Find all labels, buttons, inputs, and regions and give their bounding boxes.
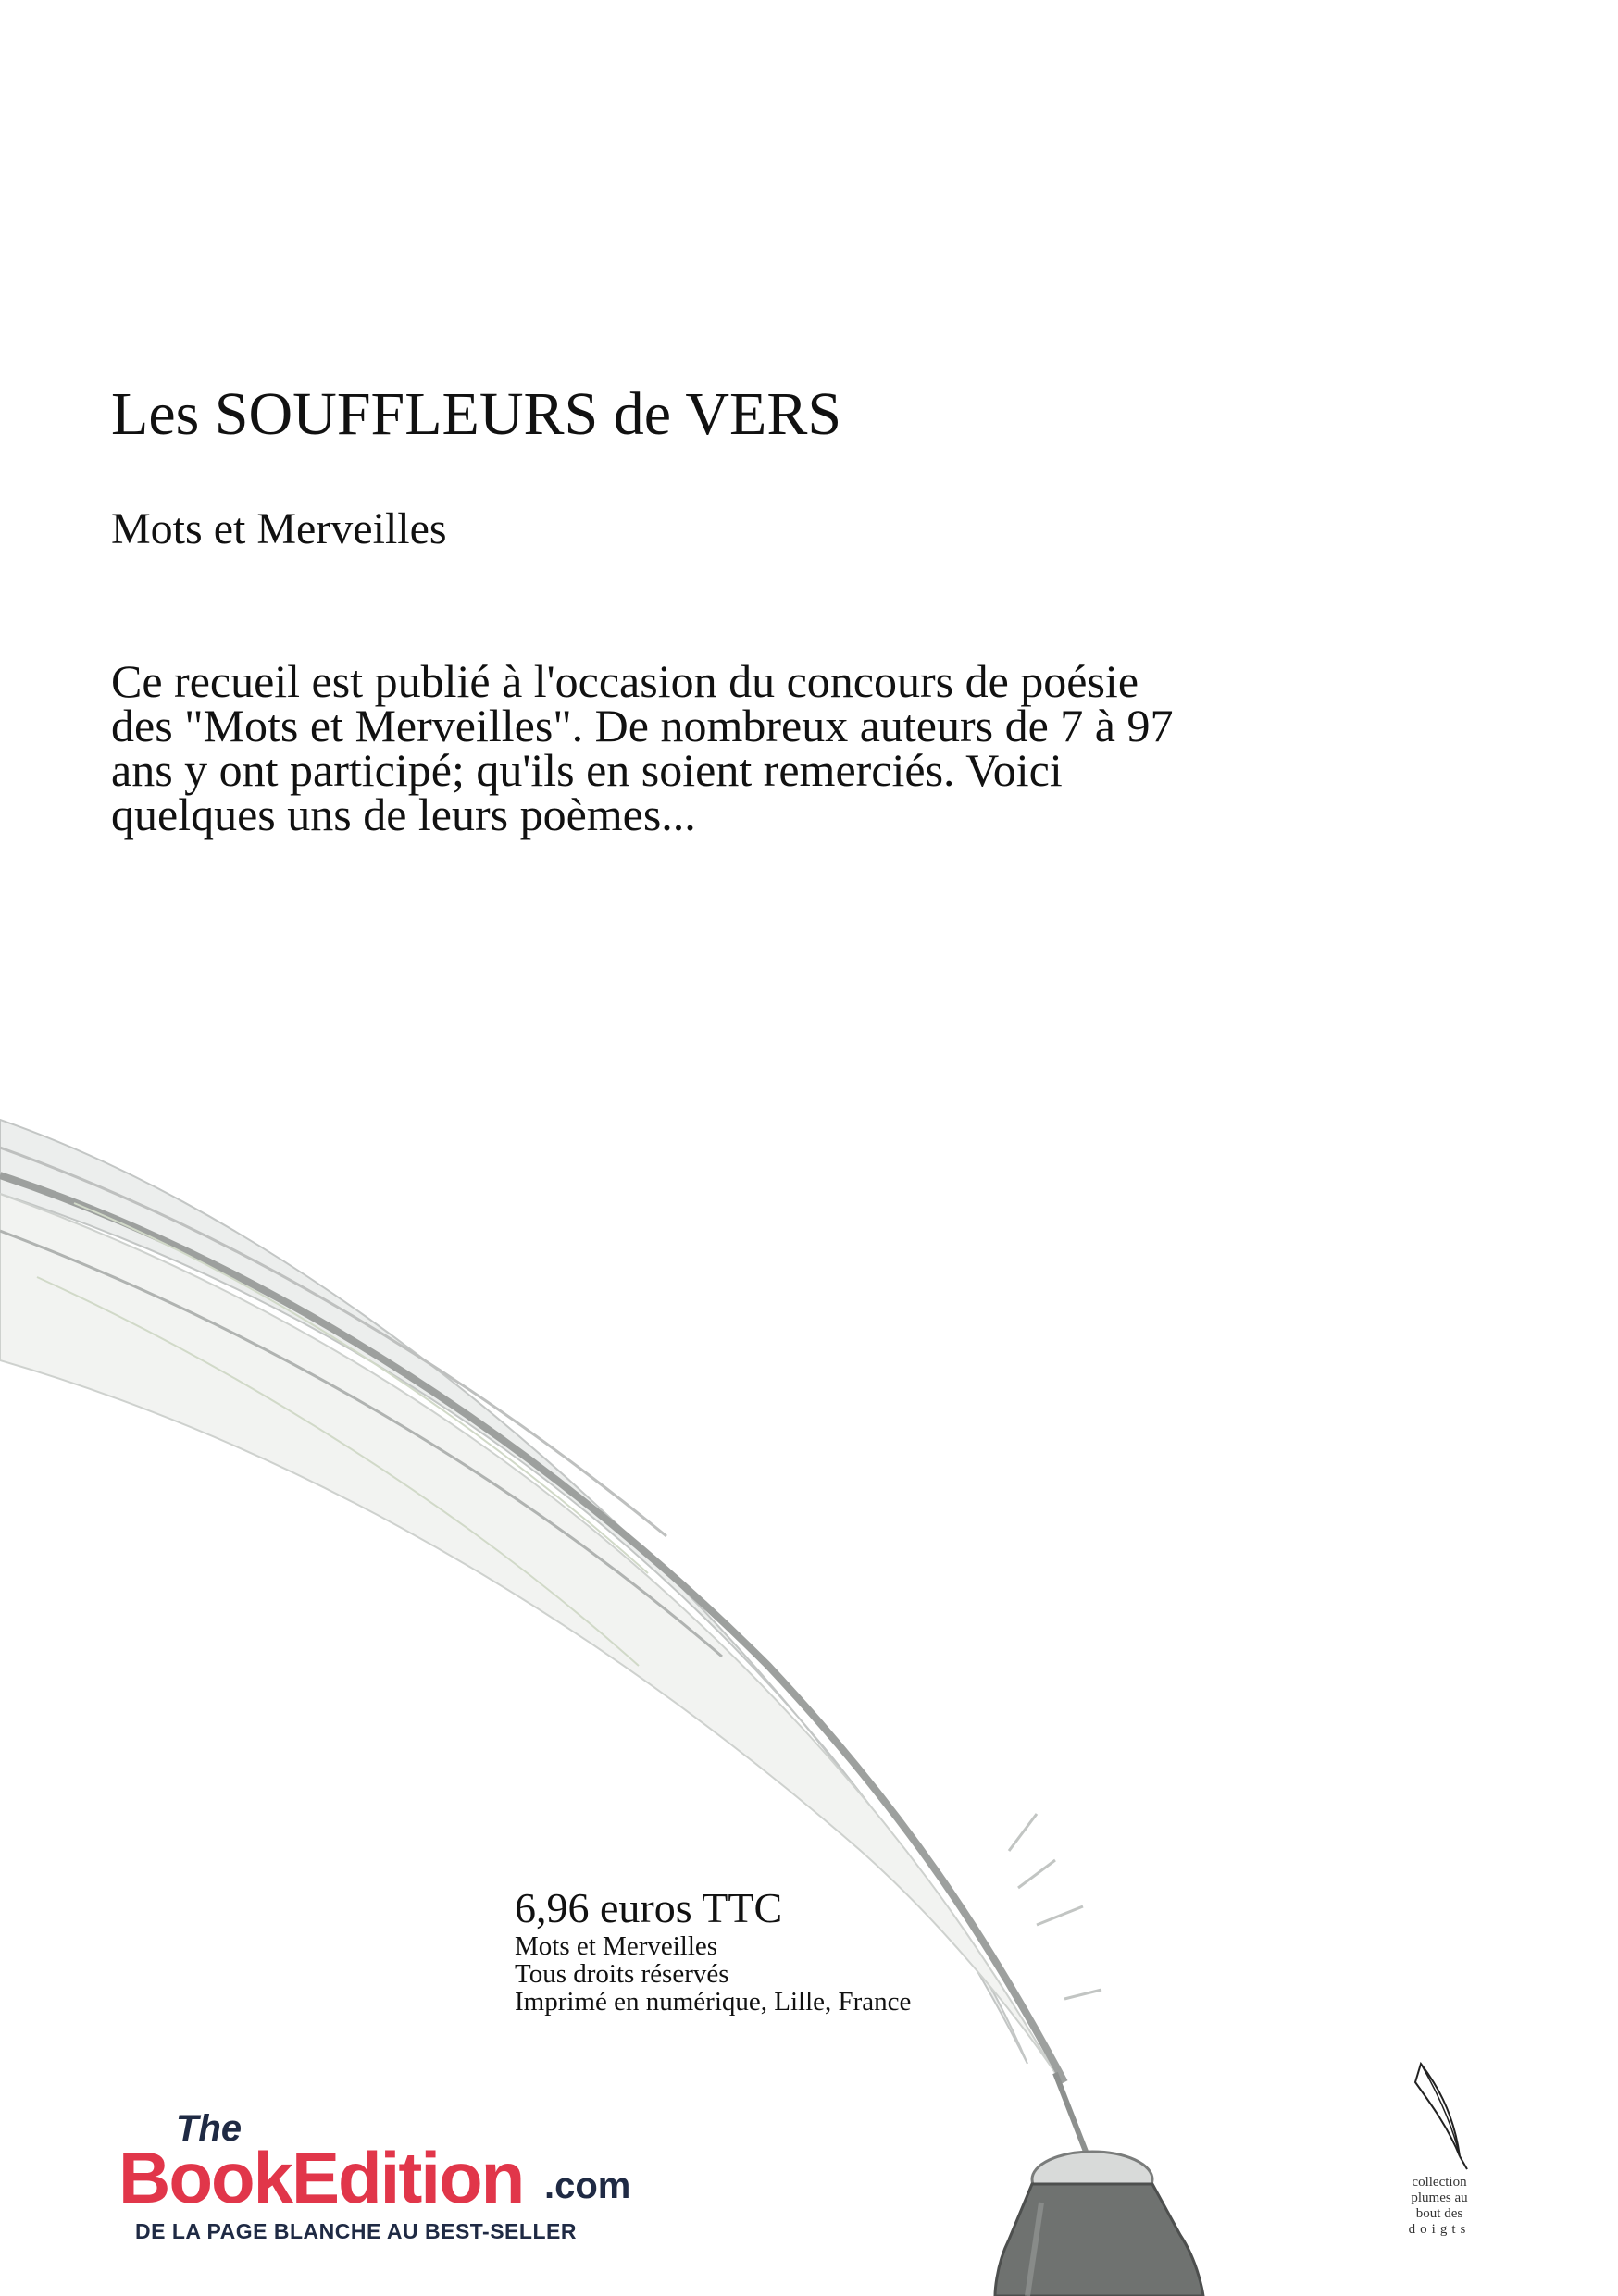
collection-line: plumes au	[1411, 2191, 1468, 2205]
publisher-name: Mots et Merveilles	[515, 1931, 718, 1961]
book-title: Les SOUFFLEURS de VERS	[111, 380, 842, 448]
collection-line: bout des	[1415, 2206, 1463, 2221]
price: 6,96 euros TTC	[515, 1884, 783, 1931]
logo-suffix: .com	[544, 2166, 631, 2206]
collection-line: collection	[1412, 2175, 1467, 2190]
book-subtitle: Mots et Merveilles	[111, 504, 447, 553]
logo-brand: BookEdition	[118, 2137, 524, 2218]
rights-notice: Tous droits réservés	[515, 1959, 729, 1989]
price-block	[515, 1884, 911, 2016]
logo-the: The	[176, 2108, 243, 2149]
logo-tagline: DE LA PAGE BLANCHE AU BEST-SELLER	[135, 2219, 577, 2243]
feather-icon	[1402, 2054, 1476, 2175]
collection-line: doigts	[1408, 2222, 1471, 2237]
thebookedition-logo	[118, 2108, 674, 2243]
printing-info: Imprimé en numérique, Lille, France	[515, 1987, 912, 2017]
collection-mark	[1388, 2054, 1490, 2238]
book-blurb: Ce recueil est publié à l'occasion du concours de poésie des "Mots et Merveilles". De nombreux auteurs de 7 à 97 ans y ont participé; qu'ils en soient remerciés. Voici quelques uns de leurs poèmes...	[111, 655, 1174, 840]
